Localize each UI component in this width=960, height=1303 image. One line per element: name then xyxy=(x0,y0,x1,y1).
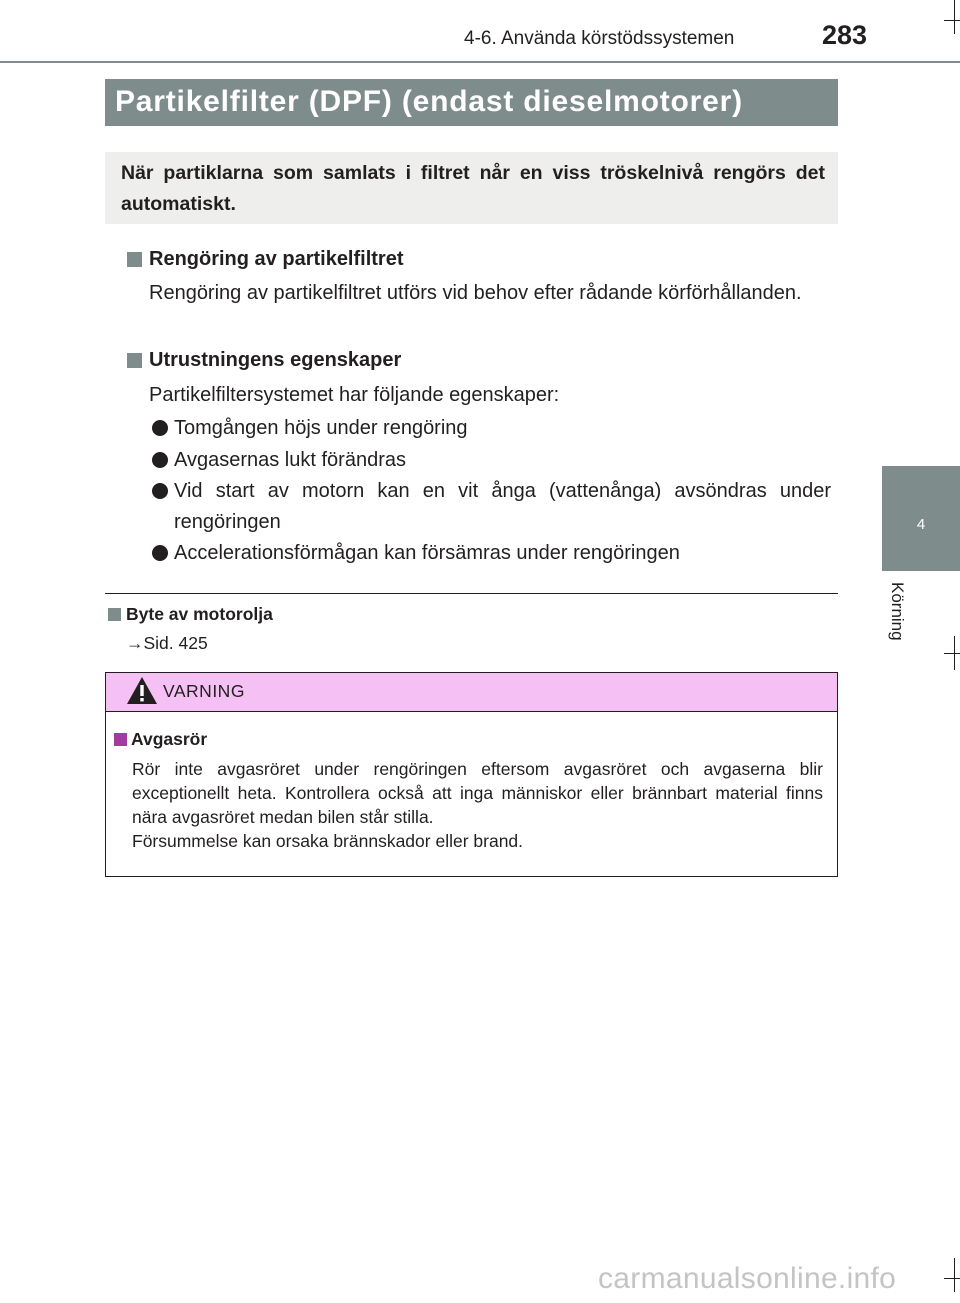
subheading-features-text: Utrustningens egenskaper xyxy=(149,349,402,371)
subheading-cleaning-text: Rengöring av partikelfiltret xyxy=(149,248,404,270)
section-title: Partikelfilter (DPF) (endast dieselmotorer) xyxy=(115,85,743,118)
list-item-text: Vid start av motorn kan en vit ånga (vattenånga) avsöndras under rengöringen xyxy=(174,480,831,533)
round-bullet-icon xyxy=(152,420,168,436)
intro-box xyxy=(105,152,838,224)
square-bullet-icon xyxy=(108,608,121,621)
watermark: carmanualsonline.info xyxy=(598,1262,897,1295)
paragraph-features: Partikelfiltersystemet har följande egenskaper: xyxy=(149,384,560,406)
header-section-title: 4-6. Använda körstödssystemen xyxy=(464,28,735,49)
round-bullet-icon xyxy=(152,452,168,468)
warning-text: Rör inte avgasröret under rengöringen eftersom avgasröret och avgaserna blir exceptionellt heta. Kontrollera också att inga människor eller brännbart material finns nära avgasröret medan bilen står stilla. xyxy=(132,759,823,827)
warning-heading-text: Avgasrör xyxy=(131,729,208,749)
chapter-label-text: Körning xyxy=(888,582,907,641)
chapter-label xyxy=(887,582,911,654)
square-bullet-icon xyxy=(127,353,142,368)
warning-consequence-text: Försummelse kan orsaka brännskador eller brand. xyxy=(132,831,524,851)
section-title-bar xyxy=(105,79,838,126)
round-bullet-icon xyxy=(152,545,168,561)
square-bullet-icon xyxy=(114,733,127,746)
header-rule xyxy=(0,61,960,63)
list-item-text: Tomgången höjs under rengöring xyxy=(174,417,468,439)
warning-header xyxy=(106,673,837,712)
square-bullet-icon xyxy=(127,252,142,267)
section-divider xyxy=(105,593,838,594)
paragraph-cleaning: Rengöring av partikelfiltret utförs vid behov efter rådande körförhållanden. xyxy=(149,282,802,304)
list-item-text: Accelerationsförmågan kan försämras under rengöringen xyxy=(174,542,680,564)
round-bullet-icon xyxy=(152,483,168,499)
chapter-tab xyxy=(882,466,960,571)
warning-triangle-icon xyxy=(126,676,158,706)
note-heading-text: Byte av motorolja xyxy=(126,604,273,624)
warning-box xyxy=(105,672,838,877)
page-reference-link[interactable]: →Sid. 425 xyxy=(126,633,208,653)
warning-label: VARNING xyxy=(163,681,245,701)
page-number: 283 xyxy=(822,20,868,50)
chapter-number: 4 xyxy=(916,516,926,533)
list-item-text: Avgasernas lukt förändras xyxy=(174,449,406,471)
intro-text: När partiklarna som samlats i filtret når en viss tröskelnivå rengörs det automatiskt. xyxy=(121,162,825,215)
